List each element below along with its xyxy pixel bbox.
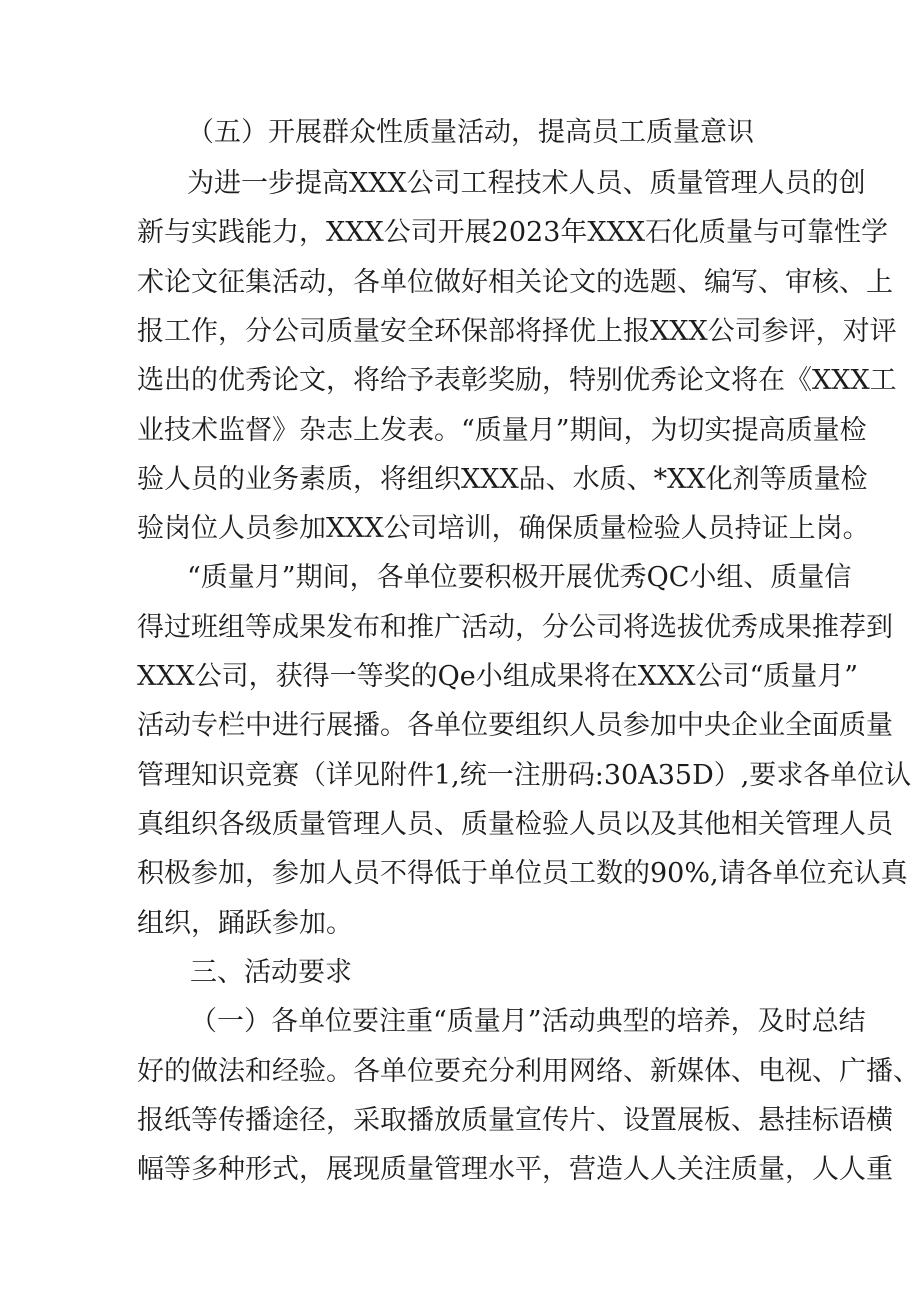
paragraph-line: 幅等多种形式，展现质量管理水平，营造人人关注质量，人人重 [137, 1154, 893, 1185]
paragraph-line: 业技术监督》杂志上发表。“质量月”期间，为切实提高质量检 [137, 415, 867, 446]
paragraph-line: 选出的优秀论文，将给予表彰奖励，特别优秀论文将在《XXX工 [137, 365, 897, 396]
paragraph-line: 验人员的业务素质，将组织XXX品、水质、*XX化剂等质量检 [137, 464, 868, 495]
paragraph-line: 为进一步提高XXX公司工程技术人员、质量管理人员的创 [187, 168, 866, 199]
paragraph-line: 组织，踊跃参加。 [137, 908, 353, 939]
paragraph-line: （一）各单位要注重“质量月”活动典型的培养，及时总结 [190, 1006, 866, 1037]
paragraph-line: 得过班组等成果发布和推广活动，分公司将选拔优秀成果推荐到 [137, 612, 893, 643]
paragraph-line: 管理知识竞赛（详见附件1,统一注册码:30A35D）,要求各单位认 [137, 760, 912, 791]
paragraph-line: 积极参加，参加人员不得低于单位员工数的90%,请各单位充认真 [137, 858, 908, 889]
subsection-heading-5: （五）开展群众性质量活动，提高员工质量意识 [187, 117, 754, 148]
paragraph-line: 术论文征集活动，各单位做好相关论文的选题、编写、审核、上 [137, 267, 893, 298]
paragraph-line: “质量月”期间，各单位要积极开展优秀QC小组、质量信 [187, 562, 852, 593]
paragraph-line: XXX公司，获得一等奖的Qe小组成果将在XXX公司“质量月” [137, 661, 859, 692]
paragraph-line: 验岗位人员参加XXX公司培训，确保质量检验人员持证上岗。 [137, 513, 870, 544]
section-heading-3: 三、活动要求 [190, 957, 352, 988]
paragraph-line: 好的做法和经验。各单位要充分利用网络、新媒体、电视、广播、 [137, 1056, 920, 1087]
paragraph-line: 报纸等传播途径，采取播放质量宣传片、设置展板、悬挂标语横 [137, 1105, 893, 1136]
paragraph-line: 报工作，分公司质量安全环保部将择优上报XXX公司参评，对评 [137, 316, 897, 347]
paragraph-line: 活动专栏中进行展播。各单位要组织人员参加中央企业全面质量 [137, 710, 893, 741]
paragraph-line: 真组织各级质量管理人员、质量检验人员以及其他相关管理人员 [137, 809, 893, 840]
paragraph-line: 新与实践能力，XXX公司开展2023年XXX石化质量与可靠性学 [137, 217, 889, 248]
